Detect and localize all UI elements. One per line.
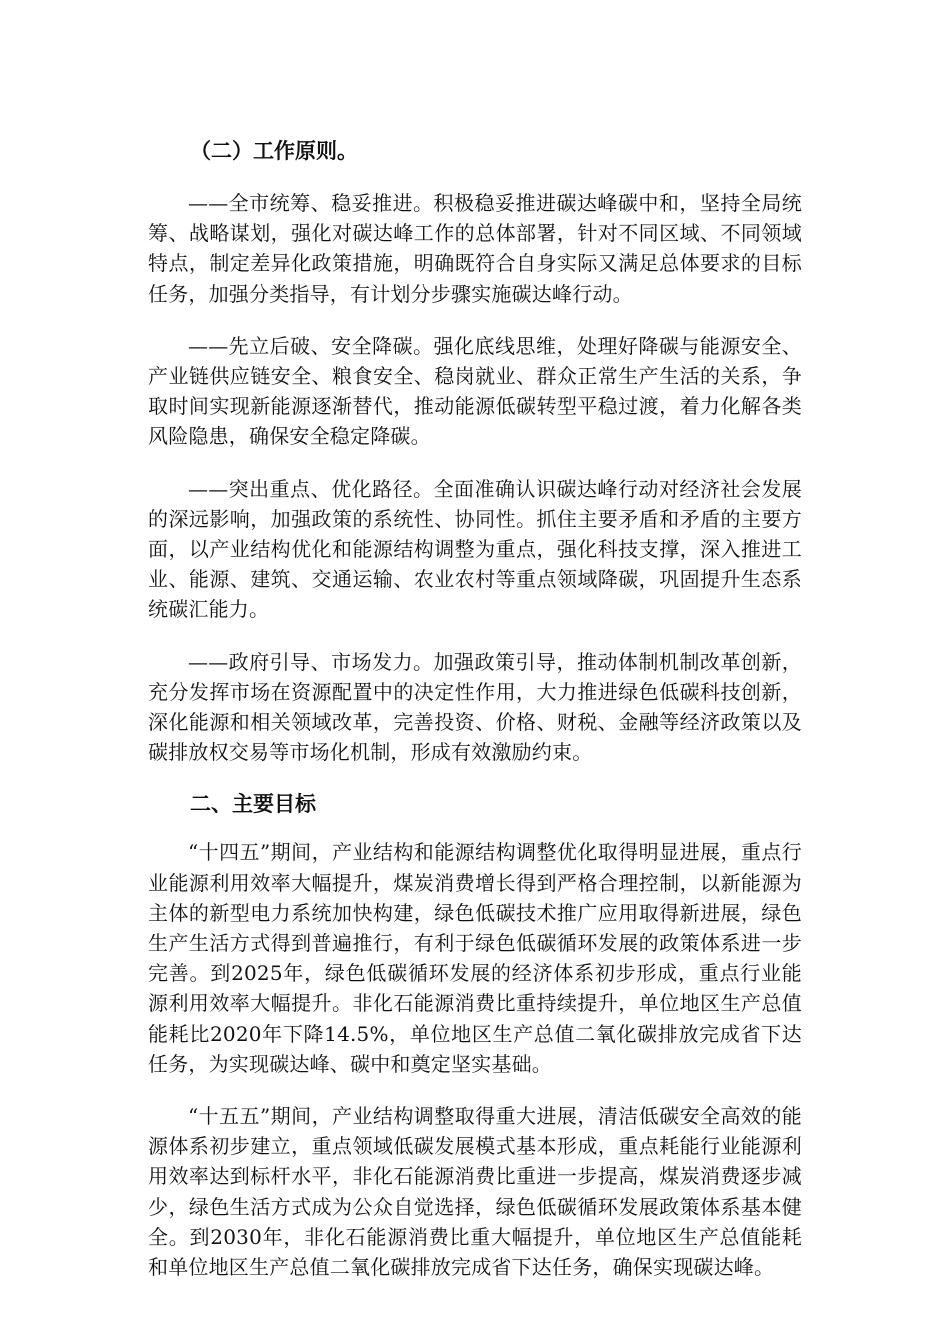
principle-paragraph: ——全市统筹、稳妥推进。积极稳妥推进碳达峰碳中和，坚持全局统筹、战略谋划，强化对碳达峰工作的总体部署，针对不同区域、不同领域特点，制定差异化政策措施，明确既符合自身实际又满足总体要求的目标任务，加强分类指导，有计划分步骤实施碳达峰行动。 bbox=[148, 191, 802, 306]
goal-paragraph: “十五五”期间，产业结构调整取得重大进展，清洁低碳安全高效的能源体系初步建立，重点领域低碳发展模式基本形成，重点耗能行业能源利用效率达到标杆水平，非化石能源消费比重进一步提高，煤炭消费逐步减少，绿色生活方式成为公众自觉选择，绿色低碳循环发展政策体系基本健全。到2030年，非化石能源消费比重大幅提升，单位地区生产总值能耗和单位地区生产总值二氧化碳排放完成省下达任务，确保实现碳达峰。 bbox=[148, 1104, 802, 1280]
section-heading-principles: （二）工作原则。 bbox=[190, 139, 358, 163]
document-page bbox=[148, 136, 802, 1304]
principle-paragraph: ——政府引导、市场发力。加强政策引导，推动体制机制改革创新，充分发挥市场在资源配置中的决定性作用，大力推进绿色低碳科技创新，深化能源和相关领域改革，完善投资、价格、财税、金融等经济政策以及碳排放权交易等市场化机制，形成有效激励约束。 bbox=[148, 649, 802, 765]
section-heading-goals: 二、主要目标 bbox=[190, 792, 316, 817]
principle-paragraph: ——先立后破、安全降碳。强化底线思维，处理好降碳与能源安全、产业链供应链安全、粮食安全、稳岗就业、群众正常生产生活的关系，争取时间实现新能源逐渐替代，推动能源低碳转型平稳过渡，着力化解各类风险隐患，确保安全稳定降碳。 bbox=[148, 333, 802, 449]
principle-paragraph: ——突出重点、优化路径。全面准确认识碳达峰行动对经济社会发展的深远影响，加强政策的系统性、协同性。抓住主要矛盾和矛盾的主要方面，以产业结构优化和能源结构调整为重点，强化科技支撑，深入推进工业、能源、建筑、交通运输、农业农村等重点领域降碳，巩固提升生态系统碳汇能力。 bbox=[148, 476, 802, 622]
goal-paragraph: “十四五”期间，产业结构和能源结构调整优化取得明显进展，重点行业能源利用效率大幅提升，煤炭消费增长得到严格合理控制，以新能源为主体的新型电力系统加快构建，绿色低碳技术推广应用取得新进展，绿色生产生活方式得到普遍推行，有利于绿色低碳循环发展的政策体系进一步完善。到2025年，绿色低碳循环发展的经济体系初步形成，重点行业能源利用效率大幅提升。非化石能源消费比重持续提升，单位地区生产总值能耗比2020年下降14.5%，单位地区生产总值二氧化碳排放完成省下达任务，为实现碳达峰、碳中和奠定坚实基础。 bbox=[148, 840, 802, 1076]
